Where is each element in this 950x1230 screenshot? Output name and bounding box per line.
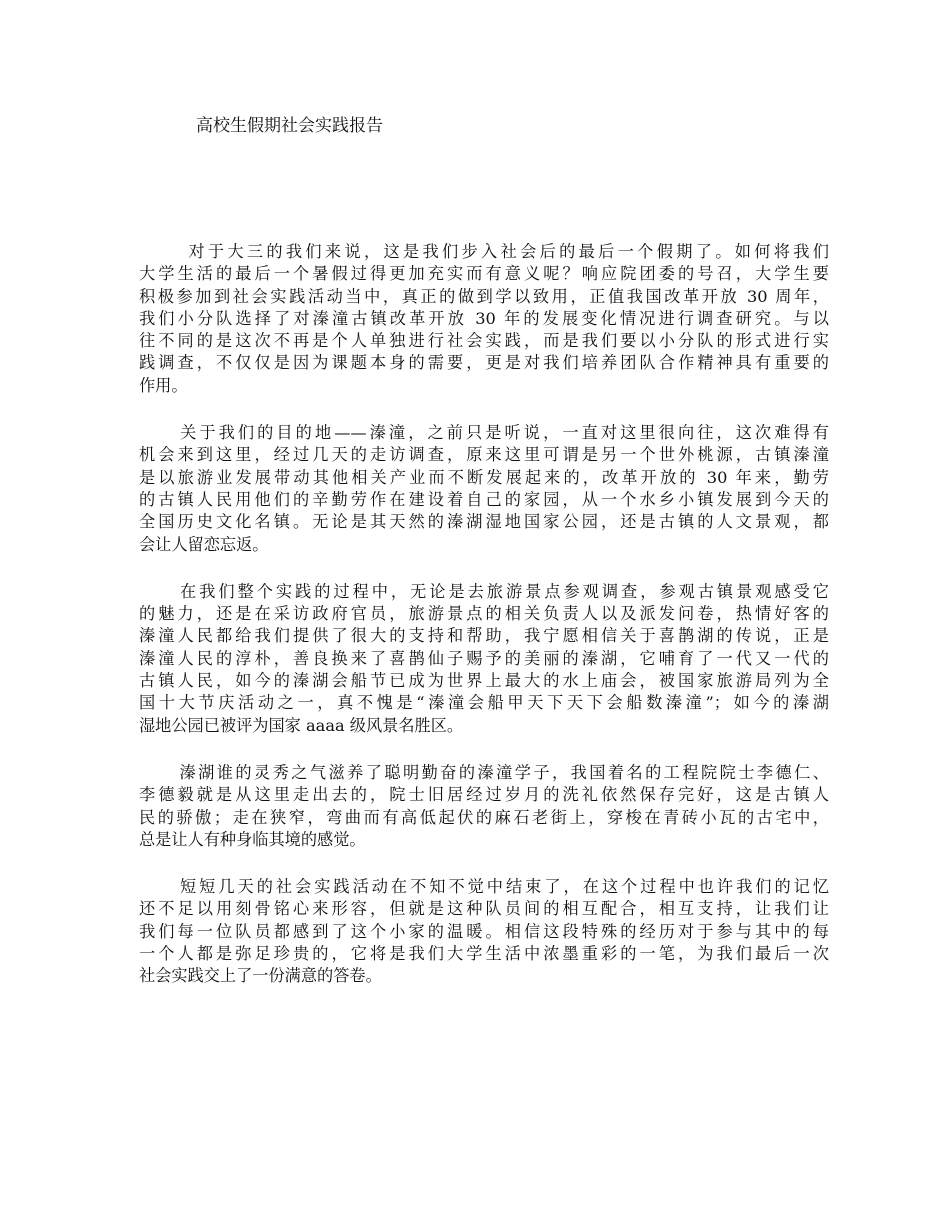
paragraph-line: 是以旅游业发展带动其他相关产业而不断发展起来的，改革开放的 30 年来，勤劳 bbox=[139, 467, 829, 487]
paragraph-line: 全国历史文化名镇。无论是其天然的溱湖湿地国家公园，还是古镇的人文景观，都 bbox=[139, 512, 829, 532]
paragraph-line: 国十大节庆活动之一，真不愧是“溱潼会船甲天下天下会船数溱潼”；如今的溱湖 bbox=[139, 693, 829, 713]
paragraph-line: 的魅力，还是在采访政府官员，旅游景点的相关负责人以及派发问卷，热情好客的 bbox=[139, 604, 829, 624]
paragraph-line: 在我们整个实践的过程中，无论是去旅游景点参观调查，参观古镇景观感受它 bbox=[177, 581, 829, 601]
paragraph-line: 往不同的是这次不再是个人单独进行社会实践，而是我们要以小分队的形式进行实 bbox=[139, 331, 829, 351]
paragraph-line: 溱湖谁的灵秀之气滋养了聪明勤奋的溱潼学子，我国着名的工程院院士李德仁、 bbox=[177, 762, 829, 782]
paragraph-line: 湿地公园已被评为国家 aaaa 级风景名胜区。 bbox=[139, 715, 464, 735]
paragraph-line: 溱潼人民都给我们提供了很大的支持和帮助，我宁愿相信关于喜鹊湖的传说，正是 bbox=[139, 626, 829, 646]
paragraph-line: 总是让人有种身临其境的感觉。 bbox=[139, 829, 366, 849]
paragraph-line: 一个人都是弥足珍贵的，它将是我们大学生活中浓墨重彩的一笔，为我们最后一次 bbox=[139, 944, 829, 964]
paragraph-line: 的古镇人民用他们的辛勤劳作在建设着自己的家园，从一个水乡小镇发展到今天的 bbox=[139, 489, 829, 509]
paragraph-line: 作用。 bbox=[139, 375, 188, 395]
paragraph-line: 会让人留恋忘返。 bbox=[139, 534, 269, 554]
paragraph-line: 古镇人民，如今的溱湖会船节已成为世界上最大的水上庙会，被国家旅游局列为全 bbox=[139, 671, 829, 691]
paragraph-line: 社会实践交上了一份满意的答卷。 bbox=[139, 966, 382, 986]
paragraph-line: 关于我们的目的地——溱潼，之前只是听说，一直对这里很向往，这次难得有 bbox=[177, 423, 829, 443]
paragraph-line: 积极参加到社会实践活动当中，真正的做到学以致用，正值我国改革开放 30 周年， bbox=[139, 286, 829, 306]
document-title: 高校生假期社会实践报告 bbox=[196, 116, 383, 136]
paragraph-line: 短短几天的社会实践活动在不知不觉中结束了，在这个过程中也许我们的记忆 bbox=[177, 877, 829, 897]
paragraph-2 bbox=[139, 422, 829, 556]
paragraph-line: 我们小分队选择了对溱潼古镇改革开放 30 年的发展变化情况进行调查研究。与以 bbox=[139, 308, 829, 328]
paragraph-line: 机会来到这里，经过几天的走访调查，原来这里可谓是另一个世外桃源，古镇溱潼 bbox=[139, 445, 829, 465]
paragraph-line: 对于大三的我们来说，这是我们步入社会后的最后一个假期了。如何将我们 bbox=[185, 242, 829, 261]
paragraph-line: 李德毅就是从这里走出去的，院士旧居经过岁月的洗礼依然保存完好，这是古镇人 bbox=[139, 785, 829, 805]
paragraph-line: 践调查，不仅仅是因为课题本身的需要，更是对我们培养团队合作精神具有重要的 bbox=[139, 353, 829, 373]
paragraph-line: 溱潼人民的淳朴，善良换来了喜鹊仙子赐予的美丽的溱湖，它哺育了一代又一代的 bbox=[139, 648, 829, 668]
document-body bbox=[139, 241, 829, 1013]
paragraph-line: 我们每一位队员都感到了这个小家的温暖。相信这段特殊的经历对于参与其中的每 bbox=[139, 921, 829, 941]
paragraph-line: 大学生活的最后一个暑假过得更加充实而有意义呢？响应院团委的号召，大学生要 bbox=[139, 264, 829, 284]
paragraph-4 bbox=[139, 762, 829, 851]
paragraph-line: 还不足以用刻骨铭心来形容，但就是这种队员间的相互配合，相互支持，让我们让 bbox=[139, 899, 829, 919]
paragraph-1 bbox=[139, 241, 829, 397]
paragraph-3 bbox=[139, 581, 829, 737]
paragraph-line: 民的骄傲；走在狭窄，弯曲而有高低起伏的麻石老街上，穿梭在青砖小瓦的古宅中， bbox=[139, 807, 829, 827]
paragraph-5 bbox=[139, 876, 829, 987]
